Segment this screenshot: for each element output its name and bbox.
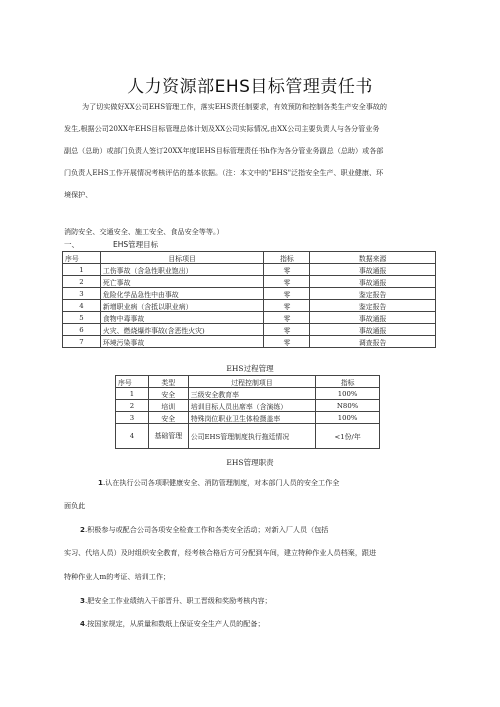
duty-number: 4	[80, 619, 85, 628]
table-row	[63, 324, 436, 336]
row-item: 新增职业病（含抵以职业病）	[100, 300, 264, 312]
duty-number: 2	[80, 525, 85, 534]
table-row	[116, 400, 380, 412]
row-item: 危险化学品急性中由事故	[100, 288, 264, 300]
table-row	[63, 312, 436, 324]
row-no: 1	[116, 388, 149, 400]
table-row	[63, 300, 436, 312]
table-header-row	[63, 252, 436, 264]
intro-line: 消防安全、交通安全、施工安全、食品安全等等。）	[64, 227, 224, 236]
row-source: 事故通报	[310, 276, 436, 288]
ehs-process-table	[115, 375, 380, 449]
section1-number: 一、	[64, 240, 79, 249]
duty-text: .积极参与或配合公司各项安全检查工作和各类安全活动；对新入厂人员（包括	[84, 525, 329, 534]
duty-text: .认在执行公司各项职健康安全、消防管理制度，对本部门人员的安全工作全	[102, 478, 340, 487]
section3-heading: EHS管理职责	[226, 458, 274, 467]
intro-line: 境保护、	[64, 190, 93, 199]
duty-text: 特种作业人m的考证、培训工作；	[64, 572, 171, 581]
intro-line: 发生,根据公司20XX年EHS目标管理总体计划及XX公司实际情况,由XX公司主要负责人与各分管业务	[64, 124, 380, 133]
row-target: 零	[264, 288, 310, 300]
row-target: <1份/年	[316, 424, 380, 449]
duty-number: 3	[80, 596, 85, 605]
intro-line: 门负责人EHS工作开展情况考核评估的基本依据。（注：本文中的"EHS"泛指安全生产、职业健康、环	[64, 168, 384, 177]
row-type: 安全	[148, 412, 188, 424]
row-item: 食物中毒事故	[100, 312, 264, 324]
row-item: 特殊岗位职业卫生体检摄盖率	[188, 412, 315, 424]
row-target: 零	[264, 264, 310, 276]
col-header-target: 指标	[264, 252, 310, 264]
row-source: 事故通报	[310, 312, 436, 324]
duty-text: .按国家规定，从质量和数纸上保证安全生产人员的配备；	[84, 619, 265, 628]
table-row	[116, 412, 380, 424]
row-no: 7	[63, 336, 101, 348]
row-item: 环境污染事故	[100, 336, 264, 348]
row-target: 100%	[316, 388, 380, 400]
intro-paragraph	[64, 96, 444, 206]
row-item: 工伤事故（含急性职业饱出）	[100, 264, 264, 276]
row-target: 100%	[316, 412, 380, 424]
row-item: 死亡事故	[100, 276, 264, 288]
row-no: 5	[63, 312, 101, 324]
table-row	[63, 264, 436, 276]
row-item: 三级安全教育率	[188, 388, 315, 400]
intro-line: 副总（总助）或部门负责人签订20XX年度IEHS目标管理责任书h作为各分管业务副总（总助）或各部	[64, 146, 384, 155]
row-target: 零	[264, 300, 310, 312]
row-type: 基础管理	[148, 424, 188, 449]
row-no: 3	[116, 412, 149, 424]
col-header-type: 类型	[148, 376, 188, 388]
col-header-no: 序号	[116, 376, 149, 388]
col-header-control-item: 过程控制项目	[188, 376, 315, 388]
row-no: 1	[63, 264, 101, 276]
row-target: N80%	[316, 400, 380, 412]
intro-line: 为了切实做好XX公司EHS管理工作，落实EHS责任制要求，有效预防和控制各类生产安全事故的	[82, 102, 388, 111]
row-type: 培训	[148, 400, 188, 412]
row-no: 2	[116, 400, 149, 412]
table-row	[116, 388, 380, 400]
row-no: 4	[116, 424, 149, 449]
duty-item	[64, 619, 444, 629]
table-row	[63, 336, 436, 348]
duty-text: 实习、代培人员）及时组织安全教育，经考核合格后方可分配到车间，建立特种作业人员档案，跟进	[64, 548, 377, 557]
row-source: 调查报告	[310, 336, 436, 348]
duty-item	[80, 525, 328, 535]
table-row	[63, 276, 436, 288]
section1-heading: EHS管理目标	[113, 240, 159, 249]
row-target: 零	[264, 276, 310, 288]
row-no: 4	[63, 300, 101, 312]
duty-item	[98, 478, 339, 488]
row-no: 3	[63, 288, 101, 300]
col-header-source: 数据来源	[310, 252, 436, 264]
col-header-target: 指标	[316, 376, 380, 388]
row-source: 事故通报	[310, 324, 436, 336]
row-target: 零	[264, 312, 310, 324]
row-item: 培训目标人员出席率（含演练）	[188, 400, 315, 412]
document-title: 人力资源部EHS目标管理责任书	[127, 77, 373, 97]
ehs-goals-table	[62, 251, 436, 348]
col-header-no: 序号	[63, 252, 101, 264]
row-source: 事故通报	[310, 264, 436, 276]
row-source: 鉴定报告	[310, 288, 436, 300]
duty-text: .肥安全工作业绩纳入干部晋升、职工晋级和奖励考核内容；	[84, 596, 272, 605]
duty-item	[80, 596, 272, 606]
duty-number: 1	[98, 478, 103, 487]
duty-text: 面负此	[64, 501, 86, 510]
col-header-item: 目标项目	[100, 252, 264, 264]
row-no: 6	[63, 324, 101, 336]
table-row	[63, 288, 436, 300]
row-type: 安全	[148, 388, 188, 400]
table-header-row	[116, 376, 380, 388]
duties-list	[64, 478, 444, 628]
row-item: 公司EHS管理制度执行拖廷情况	[188, 424, 315, 449]
row-no: 2	[63, 276, 101, 288]
row-target: 零	[264, 324, 310, 336]
row-item: 火灾、燃烧爆炸事故(含恶性火灾)	[100, 324, 264, 336]
section2-heading: EHS过程管理	[226, 364, 274, 373]
table-row	[116, 424, 380, 449]
row-target: 零	[264, 336, 310, 348]
row-source: 鉴定报告	[310, 300, 436, 312]
